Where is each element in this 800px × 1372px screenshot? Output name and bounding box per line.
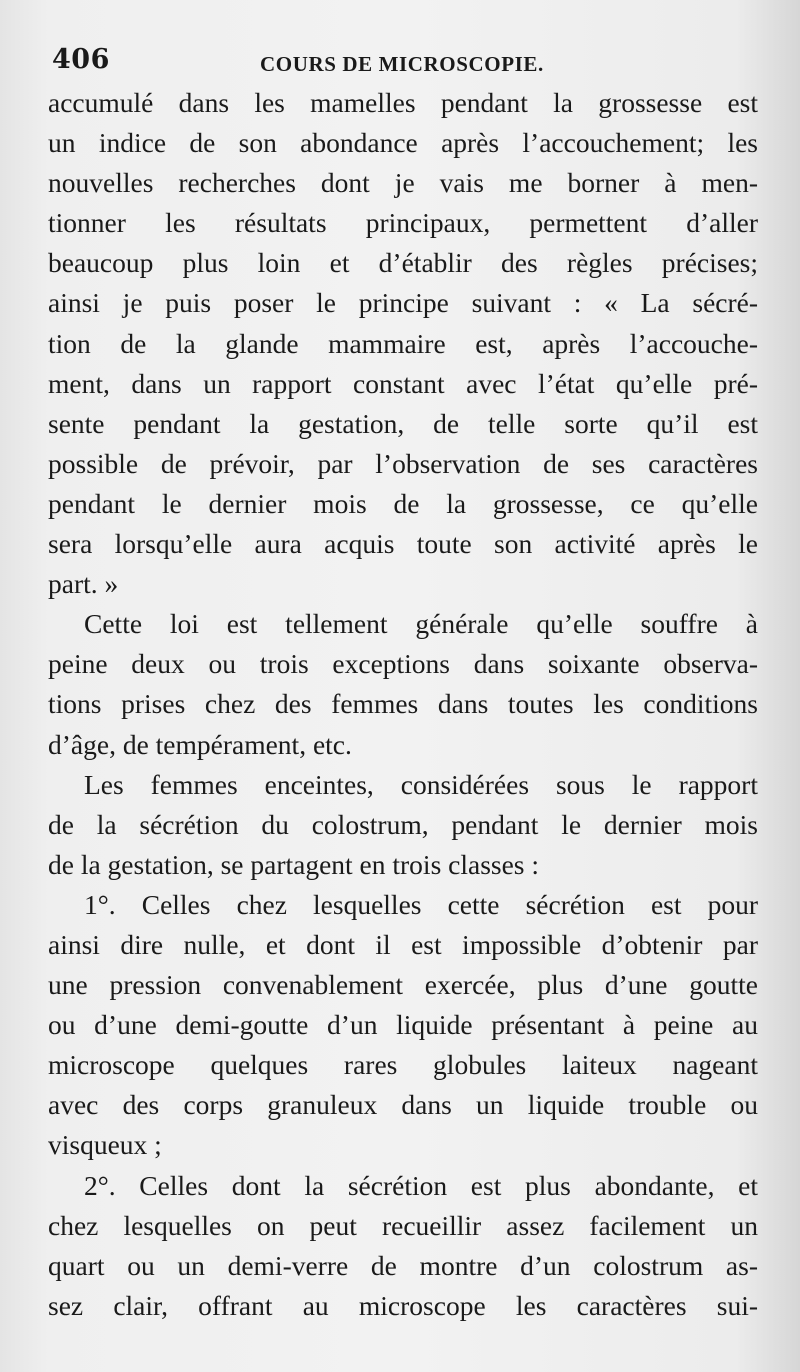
text-line: sera lorsqu’elle aura acquis toute son activité après le <box>48 528 758 560</box>
text-line: de la gestation, se partagent en trois classes : <box>48 848 540 880</box>
text-line: un indice de son abondance après l’accouchement; les <box>48 127 758 159</box>
text-line: Les femmes enceintes, considérées sous le rapport <box>84 768 758 800</box>
text-line: ainsi je puis poser le principe suivant : « La sécré- <box>48 287 758 319</box>
text-line: possible de prévoir, par l’observation de ses caractères <box>48 447 758 479</box>
body-text <box>48 83 758 1326</box>
text-line: sez clair, offrant au microscope les caractères sui- <box>48 1289 758 1321</box>
text-line: ainsi dire nulle, et dont il est impossible d’obtenir par <box>48 928 758 960</box>
text-line: tionner les résultats principaux, permettent d’aller <box>48 207 758 239</box>
text-line: une pression convenablement exercée, plus d’une goutte <box>48 969 758 1001</box>
text-line: part. » <box>48 568 119 600</box>
text-line: chez lesquelles on peut recueillir assez facilement un <box>48 1209 758 1241</box>
text-line: d’âge, de tempérament, etc. <box>48 728 352 760</box>
text-line: avec des corps granuleux dans un liquide trouble ou <box>48 1089 758 1121</box>
text-line: microscope quelques rares globules laiteux nageant <box>48 1049 758 1081</box>
text-line: de la sécrétion du colostrum, pendant le dernier mois <box>48 808 758 840</box>
text-line: Cette loi est tellement générale qu’elle souffre à <box>84 608 758 640</box>
text-line: 1°. Celles chez lesquelles cette sécrétion est pour <box>84 888 758 920</box>
text-line: beaucoup plus loin et d’établir des règles précises; <box>48 247 758 279</box>
page-header <box>48 44 756 80</box>
text-line: visqueux ; <box>48 1129 162 1161</box>
text-line: tions prises chez des femmes dans toutes les conditions <box>48 688 758 720</box>
text-line: nouvelles recherches dont je vais me borner à men- <box>48 167 758 199</box>
text-line: tion de la glande mammaire est, après l’accouche- <box>48 327 758 359</box>
text-line: quart ou un demi-verre de montre d’un colostrum as- <box>48 1249 758 1281</box>
running-head: COURS DE MICROSCOPIE. <box>260 52 544 76</box>
text-line: ment, dans un rapport constant avec l’état qu’elle pré- <box>48 367 758 399</box>
text-line: accumulé dans les mamelles pendant la grossesse est <box>48 87 758 118</box>
text-line: 2°. Celles dont la sécrétion est plus abondante, et <box>84 1169 758 1201</box>
text-line: pendant le dernier mois de la grossesse, ce qu’elle <box>48 487 758 519</box>
text-line: peine deux ou trois exceptions dans soixante observa- <box>48 648 758 680</box>
text-line: ou d’une demi-goutte d’un liquide présentant à peine au <box>48 1009 758 1041</box>
text-line: sente pendant la gestation, de telle sorte qu’il est <box>48 407 758 439</box>
page-number: 406 <box>52 44 110 75</box>
